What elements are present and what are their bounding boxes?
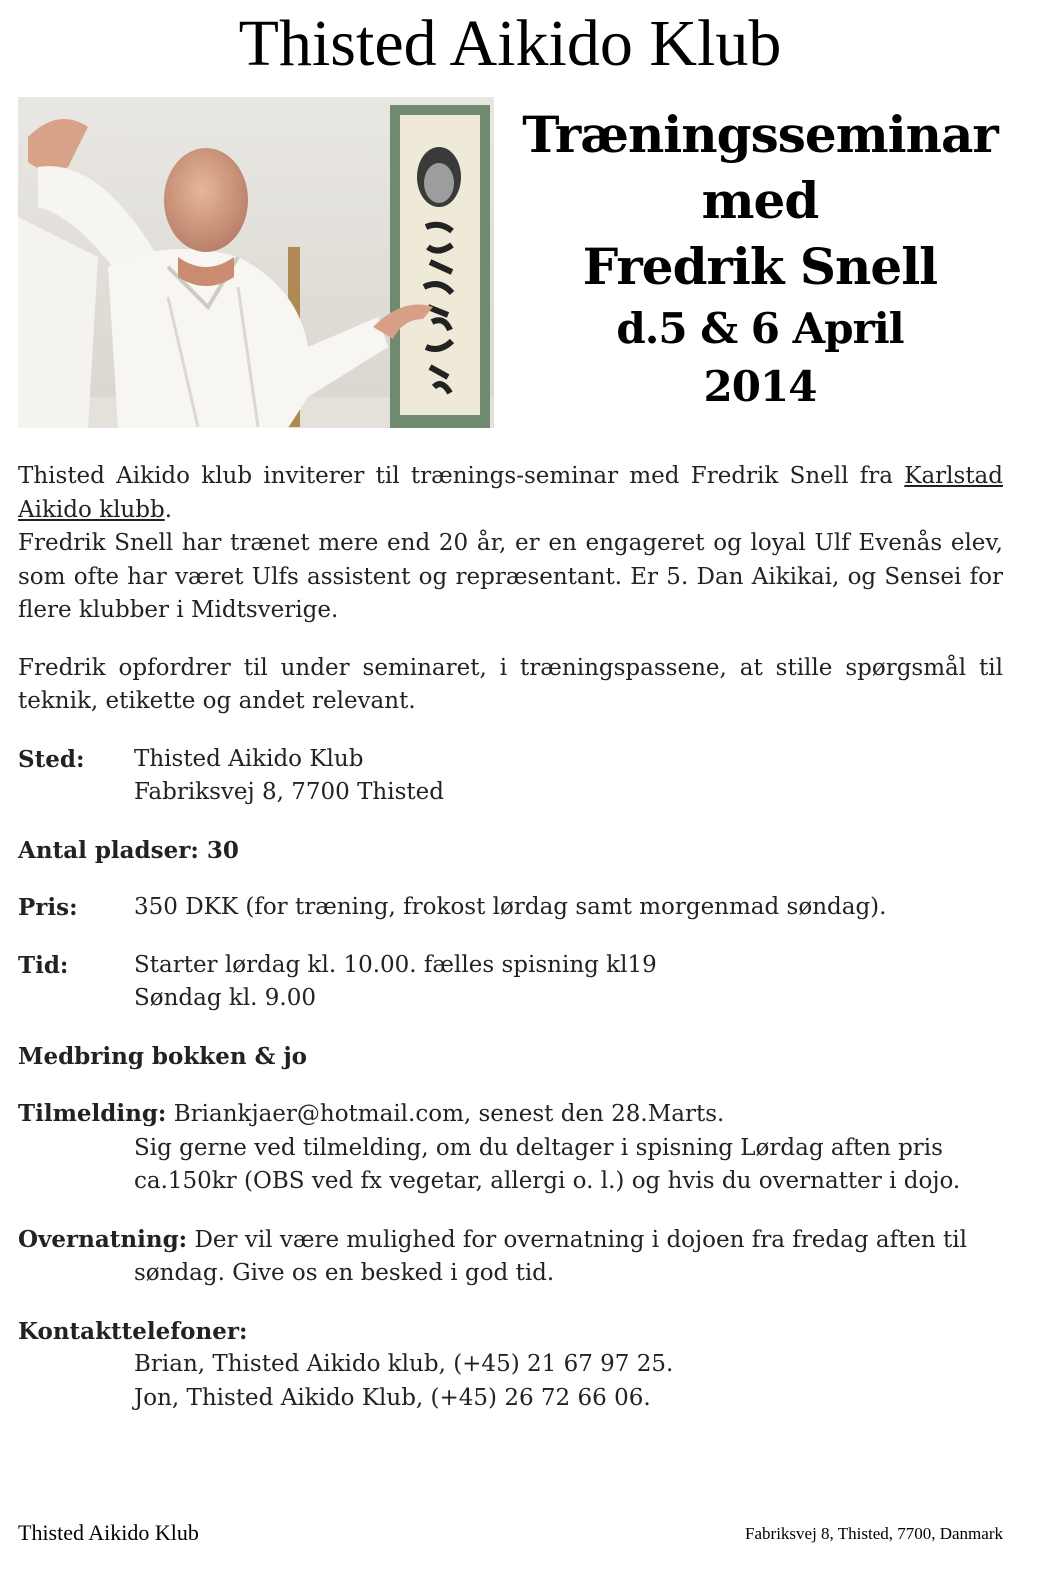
overnatning-value: Der vil være mulighed for overnatning i dojoen fra fredag aften til (187, 1226, 968, 1253)
intro-paragraph-1 (18, 460, 1003, 527)
sted-label: Sted: (18, 745, 85, 773)
medbring: Medbring bokken & jo (18, 1042, 308, 1070)
tilmelding-email[interactable]: Briankjaer@hotmail.com, senest den 28.Marts. (166, 1101, 725, 1127)
tid-line-1: Starter lørdag kl. 10.00. fælles spisning kl19 (134, 951, 657, 978)
sted-line-1: Thisted Aikido Klub (134, 745, 364, 772)
document-body (18, 460, 1003, 1415)
headline-line-3: Fredrik Snell (582, 237, 938, 296)
intro-end: . (164, 496, 173, 523)
tid-value (134, 949, 657, 1016)
karlstad-link[interactable]: Karlstad Aikido klubb (18, 463, 1003, 523)
overnatning-block (18, 1223, 1003, 1291)
headline-line-2: med (701, 171, 819, 230)
intro-paragraph-3: Fredrik opfordrer til under seminaret, i træningspassene, at stille spørgsmål til teknik, etikette og andet relevant. (18, 654, 1003, 714)
intro-text: Thisted Aikido klub inviterer til trænings-seminar med Fredrik Snell fra (18, 463, 905, 489)
tilmelding-block (18, 1097, 1003, 1199)
sted-value (134, 743, 444, 810)
tid-row (18, 949, 1003, 1016)
sted-row (18, 743, 1003, 810)
overnatning-line-2: søndag. Give os en besked i god tid. (134, 1260, 555, 1286)
kontakt-label: Kontakttelefoner: (18, 1317, 248, 1345)
antal-pladser: Antal pladser: 30 (18, 836, 239, 864)
headline-date: d.5 & 6 April (616, 304, 904, 353)
footer-club-name: Thisted Aikido Klub (18, 1520, 199, 1545)
headline-year: 2014 (703, 362, 817, 411)
kontakt-block (18, 1315, 1003, 1416)
pris-label: Pris: (18, 894, 78, 921)
kontakt-jon: Jon, Thisted Aikido Klub, (+45) 26 72 66 06. (134, 1384, 651, 1411)
sted-line-2: Fabriksvej 8, 7700 Thisted (134, 779, 444, 805)
footer-address: Fabriksvej 8, Thisted, 7700, Danmark (745, 1524, 1003, 1543)
calligraphy-scroll-icon (390, 105, 490, 428)
headline-line-1: Træningsseminar (522, 105, 998, 164)
intro-paragraph-2: Fredrik Snell har trænet mere end 20 år, er en engageret og loyal Ulf Evenås elev, som ofte har været Ulfs assistent og repræsentant. Er 5. Dan Aikikai, og Sensei for flere klubber i Midtsverige. (18, 530, 1003, 623)
pris-row (18, 891, 1003, 925)
page-title: Thisted Aikido Klub (238, 7, 782, 80)
kontakt-brian: Brian, Thisted Aikido klub, (+45) 21 67 97 25. (134, 1351, 674, 1377)
tilmelding-line-2: Sig gerne ved tilmelding, om du deltager i spisning Lørdag aften pris (134, 1134, 943, 1161)
seminar-headline (510, 102, 1010, 416)
overnatning-label: Overnatning: (18, 1225, 188, 1253)
pris-value: 350 DKK (for træning, frokost lørdag samt morgenmad søndag). (134, 894, 887, 920)
aikido-instructor-photo (18, 97, 494, 428)
tilmelding-line-3: ca.150kr (OBS ved fx vegetar, allergi o. l.) og hvis du overnatter i dojo. (134, 1168, 961, 1194)
tid-line-2: Søndag kl. 9.00 (134, 985, 317, 1011)
tid-label: Tid: (18, 951, 69, 979)
tilmelding-label: Tilmelding: (18, 1100, 167, 1127)
